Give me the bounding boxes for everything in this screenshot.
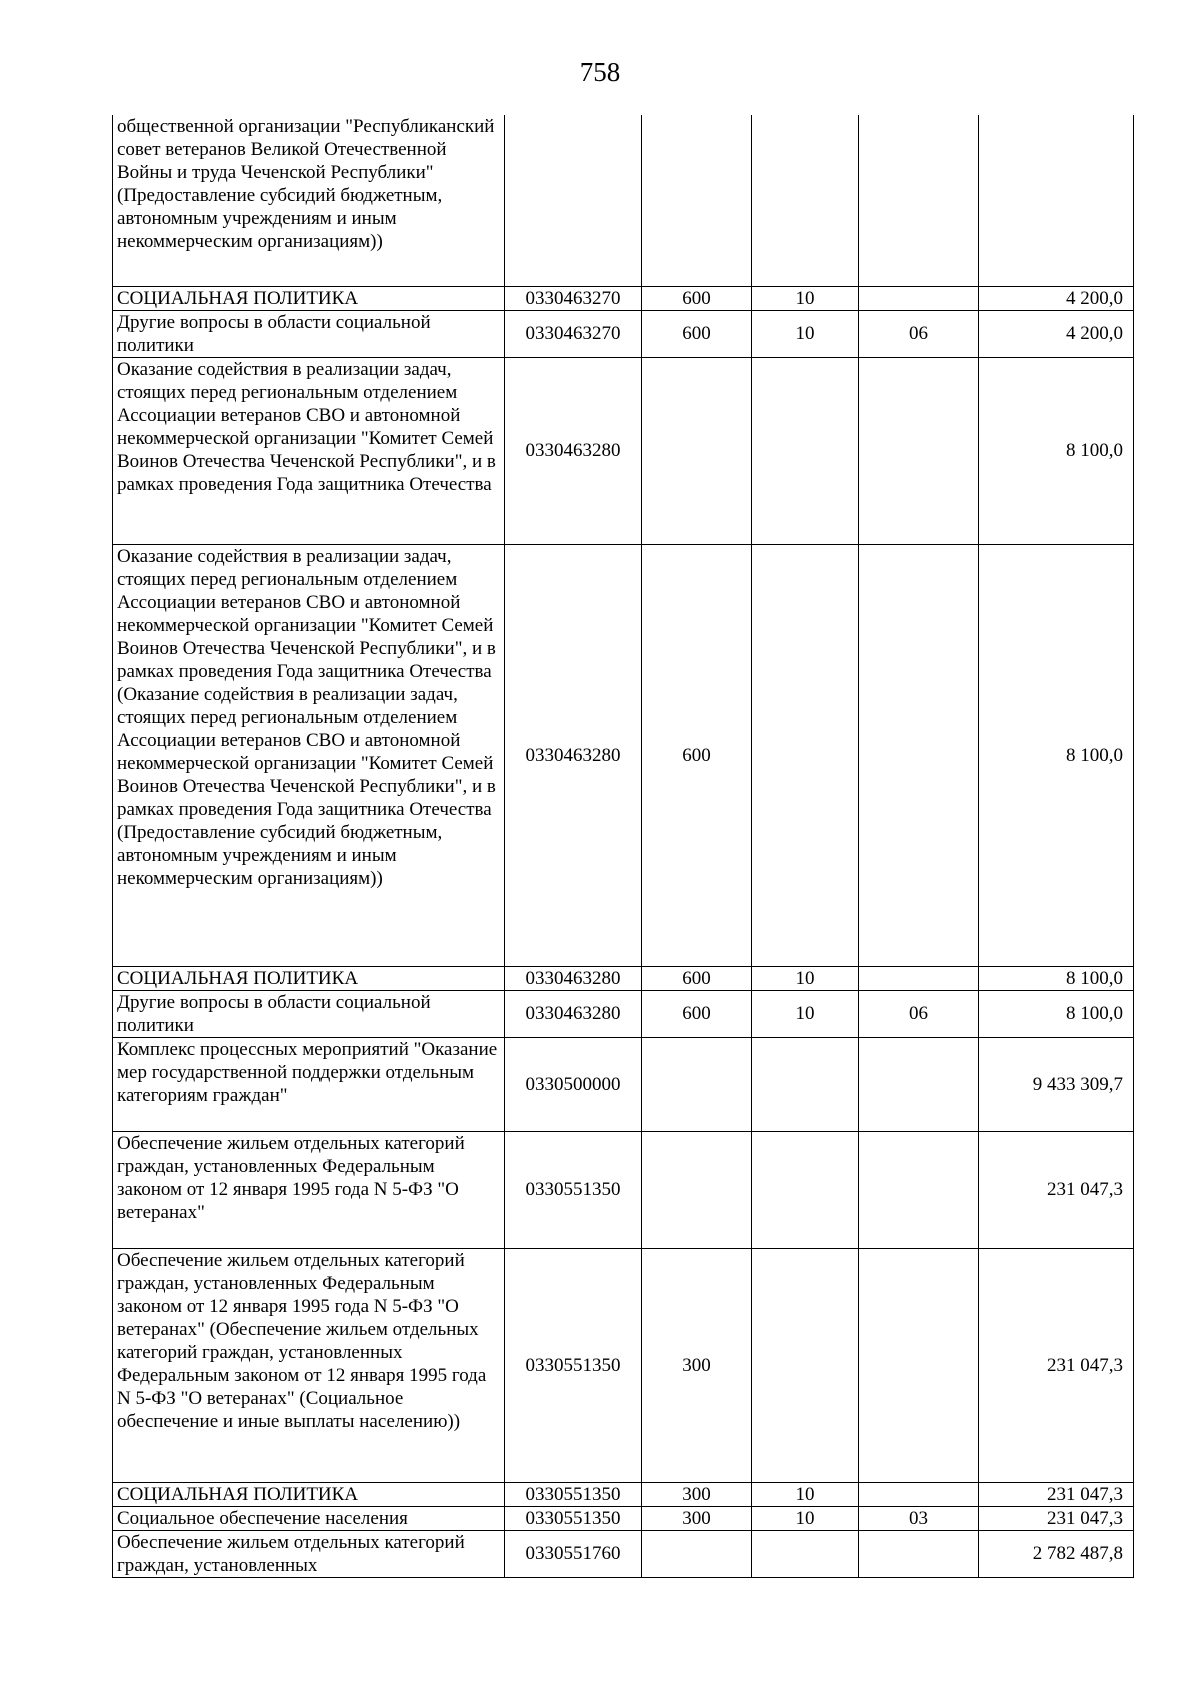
table-row xyxy=(113,1482,1134,1506)
row-amount: 8 100,0 xyxy=(979,357,1134,544)
row-subsection xyxy=(859,1037,979,1131)
row-description: Обеспечение жильем отдельных категорий граждан, установленных xyxy=(113,1530,505,1577)
row-target-article xyxy=(505,115,642,286)
row-amount: 231 047,3 xyxy=(979,1506,1134,1530)
row-description: СОЦИАЛЬНАЯ ПОЛИТИКА xyxy=(113,1482,505,1506)
row-description: Обеспечение жильем отдельных категорий граждан, установленных Федеральным законом от 12 января 1995 года N 5-ФЗ "О ветеранах" xyxy=(113,1131,505,1248)
row-target-article: 0330463270 xyxy=(505,310,642,357)
row-description: СОЦИАЛЬНАЯ ПОЛИТИКА xyxy=(113,966,505,990)
row-section xyxy=(752,1248,859,1482)
row-section: 10 xyxy=(752,966,859,990)
row-expense-type: 600 xyxy=(642,310,752,357)
row-amount xyxy=(979,115,1134,286)
row-section xyxy=(752,115,859,286)
row-target-article: 0330551350 xyxy=(505,1131,642,1248)
row-amount: 231 047,3 xyxy=(979,1131,1134,1248)
row-target-article: 0330463280 xyxy=(505,357,642,544)
row-subsection xyxy=(859,115,979,286)
row-target-article: 0330500000 xyxy=(505,1037,642,1131)
table-row xyxy=(113,286,1134,310)
table-row xyxy=(113,310,1134,357)
row-expense-type: 300 xyxy=(642,1506,752,1530)
row-expense-type: 600 xyxy=(642,966,752,990)
row-description: СОЦИАЛЬНАЯ ПОЛИТИКА xyxy=(113,286,505,310)
row-description: Другие вопросы в области социальной политики xyxy=(113,990,505,1037)
row-amount: 2 782 487,8 xyxy=(979,1530,1134,1577)
row-subsection xyxy=(859,966,979,990)
row-target-article: 0330551350 xyxy=(505,1506,642,1530)
row-subsection xyxy=(859,1482,979,1506)
row-target-article: 0330551350 xyxy=(505,1248,642,1482)
row-expense-type: 600 xyxy=(642,544,752,966)
row-amount: 8 100,0 xyxy=(979,966,1134,990)
row-subsection xyxy=(859,286,979,310)
row-description: общественной организации "Республиканский совет ветеранов Великой Отечественной Войны и труда Чеченской Республики" (Предоставление субсидий бюджетным, автономным учреждениям и иным некоммерческим организациям)) xyxy=(113,115,505,286)
row-amount: 8 100,0 xyxy=(979,990,1134,1037)
row-amount: 4 200,0 xyxy=(979,286,1134,310)
table-row xyxy=(113,966,1134,990)
row-description: Оказание содействия в реализации задач, стоящих перед региональным отделением Ассоциации ветеранов СВО и автономной некоммерческой организации "Комитет Семей Воинов Отечества Чеченской Республики", и в рамках проведения Года защитника Отечества xyxy=(113,357,505,544)
row-target-article: 0330463270 xyxy=(505,286,642,310)
row-amount: 231 047,3 xyxy=(979,1482,1134,1506)
row-description: Обеспечение жильем отдельных категорий граждан, установленных Федеральным законом от 12 января 1995 года N 5-ФЗ "О ветеранах" (Обеспечение жильем отдельных категорий граждан, установленных Федеральным законом от 12 января 1995 года N 5-ФЗ "О ветеранах" (Социальное обеспечение и иные выплаты населению)) xyxy=(113,1248,505,1482)
table-row xyxy=(113,115,1134,286)
row-amount: 4 200,0 xyxy=(979,310,1134,357)
row-target-article: 0330463280 xyxy=(505,544,642,966)
row-description: Оказание содействия в реализации задач, стоящих перед региональным отделением Ассоциации ветеранов СВО и автономной некоммерческой организации "Комитет Семей Воинов Отечества Чеченской Республики", и в рамках проведения Года защитника Отечества (Оказание содействия в реализации задач, стоящих перед региональным отделением Ассоциации ветеранов СВО и автономной некоммерческой организации "Комитет Семей Воинов Отечества Чеченской Республики", и в рамках проведения Года защитника Отечества (Предоставление субсидий бюджетным, автономным учреждениям и иным некоммерческим организациям)) xyxy=(113,544,505,966)
row-section: 10 xyxy=(752,1482,859,1506)
row-expense-type xyxy=(642,1131,752,1248)
row-subsection: 06 xyxy=(859,310,979,357)
row-section xyxy=(752,544,859,966)
table-row xyxy=(113,1131,1134,1248)
row-section: 10 xyxy=(752,1506,859,1530)
row-subsection: 03 xyxy=(859,1506,979,1530)
row-section: 10 xyxy=(752,990,859,1037)
table-row xyxy=(113,1037,1134,1131)
row-expense-type: 300 xyxy=(642,1248,752,1482)
row-expense-type xyxy=(642,115,752,286)
row-section: 10 xyxy=(752,286,859,310)
row-amount: 231 047,3 xyxy=(979,1248,1134,1482)
row-target-article: 0330463280 xyxy=(505,966,642,990)
row-subsection xyxy=(859,357,979,544)
row-subsection xyxy=(859,544,979,966)
row-section xyxy=(752,357,859,544)
row-expense-type xyxy=(642,1037,752,1131)
table-row xyxy=(113,1248,1134,1482)
row-subsection xyxy=(859,1131,979,1248)
row-amount: 9 433 309,7 xyxy=(979,1037,1134,1131)
row-subsection: 06 xyxy=(859,990,979,1037)
row-section xyxy=(752,1131,859,1248)
row-expense-type: 600 xyxy=(642,286,752,310)
row-amount: 8 100,0 xyxy=(979,544,1134,966)
table-row xyxy=(113,1530,1134,1577)
row-subsection xyxy=(859,1248,979,1482)
row-target-article: 0330551760 xyxy=(505,1530,642,1577)
table-row xyxy=(113,357,1134,544)
table-row xyxy=(113,1506,1134,1530)
row-target-article: 0330463280 xyxy=(505,990,642,1037)
row-expense-type: 600 xyxy=(642,990,752,1037)
table-row xyxy=(113,990,1134,1037)
row-target-article: 0330551350 xyxy=(505,1482,642,1506)
row-description: Социальное обеспечение населения xyxy=(113,1506,505,1530)
row-subsection xyxy=(859,1530,979,1577)
row-section xyxy=(752,1530,859,1577)
row-description: Другие вопросы в области социальной политики xyxy=(113,310,505,357)
row-section: 10 xyxy=(752,310,859,357)
page-number: 758 xyxy=(579,57,621,87)
table-row xyxy=(113,544,1134,966)
row-description: Комплекс процессных мероприятий "Оказание мер государственной поддержки отдельным категориям граждан" xyxy=(113,1037,505,1131)
row-expense-type xyxy=(642,1530,752,1577)
row-expense-type: 300 xyxy=(642,1482,752,1506)
row-section xyxy=(752,1037,859,1131)
budget-table xyxy=(112,115,1134,1578)
row-expense-type xyxy=(642,357,752,544)
